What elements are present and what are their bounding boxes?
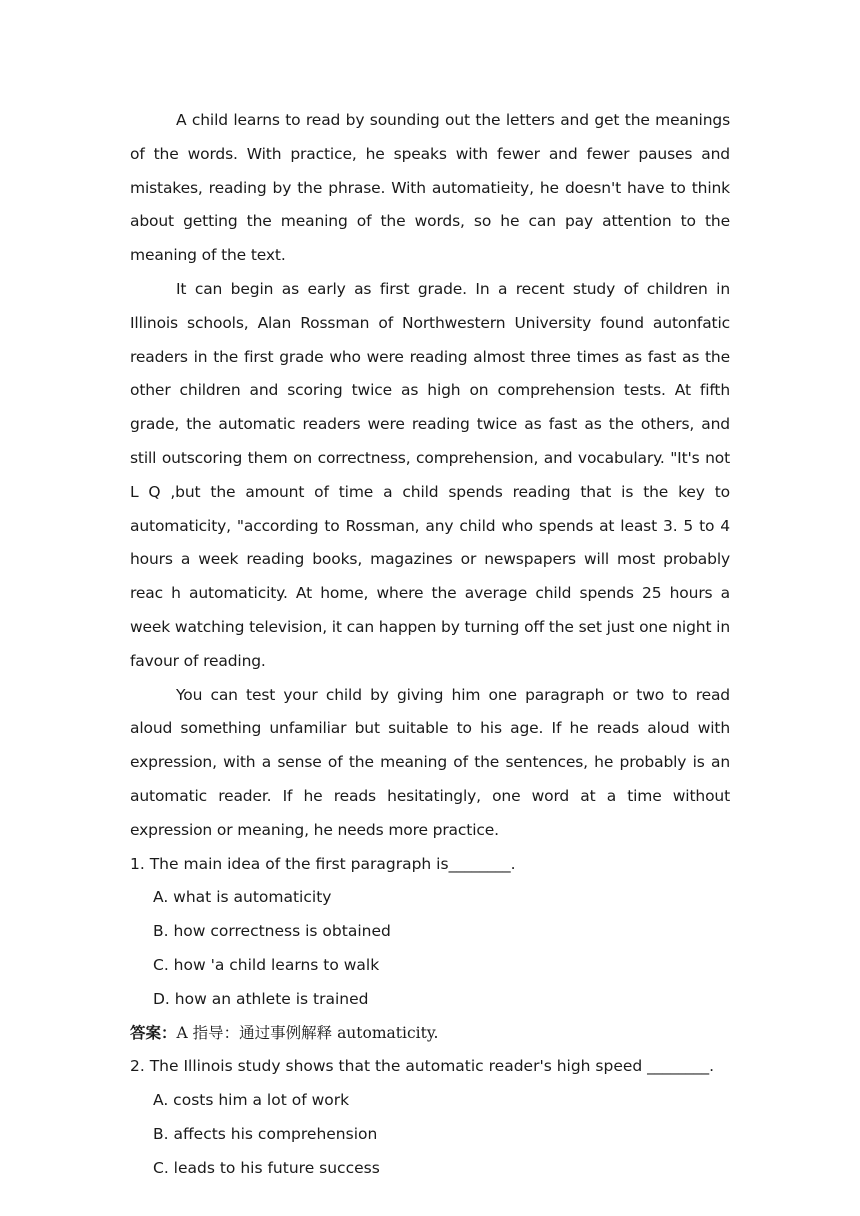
question-2-option-c: C. leads to his future success	[153, 1158, 380, 1177]
question-2-option-a: A. costs him a lot of work	[153, 1091, 350, 1110]
question-2-stem: 2. The Illinois study shows that the automatic reader's high speed ________.	[130, 1057, 715, 1076]
question-1-stem: 1. The main idea of the first paragraph is________.	[130, 854, 516, 873]
question-1-answer	[130, 1017, 730, 1051]
passage-paragraph-2: It can begin as early as first grade. In a recent study of children in Illinois schools, Alan Rossman of Northwestern University found autonfatic readers in the first grade who were reading almost three times as fast as the other children and scoring twice as high on comprehension tests. At fifth grade, the automatic readers were reading twice as fast as the others, and still outscoring them on correctness, comprehension, and vocabulary. "It's not L Q ,but the amount of time a child spends reading that is the key to automaticity, "according to Rossman, any child who spends at least 3. 5 to 4 hours a week reading books, magazines or newspapers will most probably reac h automaticity. At home, where the average child spends 25 hours a week watching television, it can happen by turning off the set just one night in favour of reading.	[130, 279, 730, 670]
question-1-option-d: D. how an athlete is trained	[153, 989, 369, 1008]
passage-paragraph-3: You can test your child by giving him one paragraph or two to read aloud something unfamiliar but suitable to his age. If he reads aloud with expression, with a sense of the meaning of the sentences, he probably is an automatic reader. If he reads hesitatingly, one word at a time without expression or meaning, he needs more practice.	[130, 685, 730, 839]
answer-text: A 指导：通过事例解释 automaticity.	[176, 1023, 439, 1042]
question-1-option-b: B. how correctness is obtained	[153, 922, 391, 941]
answer-label: 答案：	[130, 1023, 177, 1042]
document-page	[130, 104, 730, 1186]
passage-paragraph-1: A child learns to read by sounding out the letters and get the meanings of the words. With practice, he speaks with fewer and fewer pauses and mistakes, reading by the phrase. With automatieity, he doesn't have to think about getting the meaning of the words, so he can pay attention to the meaning of the text.	[130, 111, 730, 265]
question-1-option-c: C. how 'a child learns to walk	[153, 955, 380, 974]
question-1-option-a: A. what is automaticity	[153, 888, 332, 907]
question-2-option-b: B. affects his comprehension	[153, 1124, 378, 1143]
